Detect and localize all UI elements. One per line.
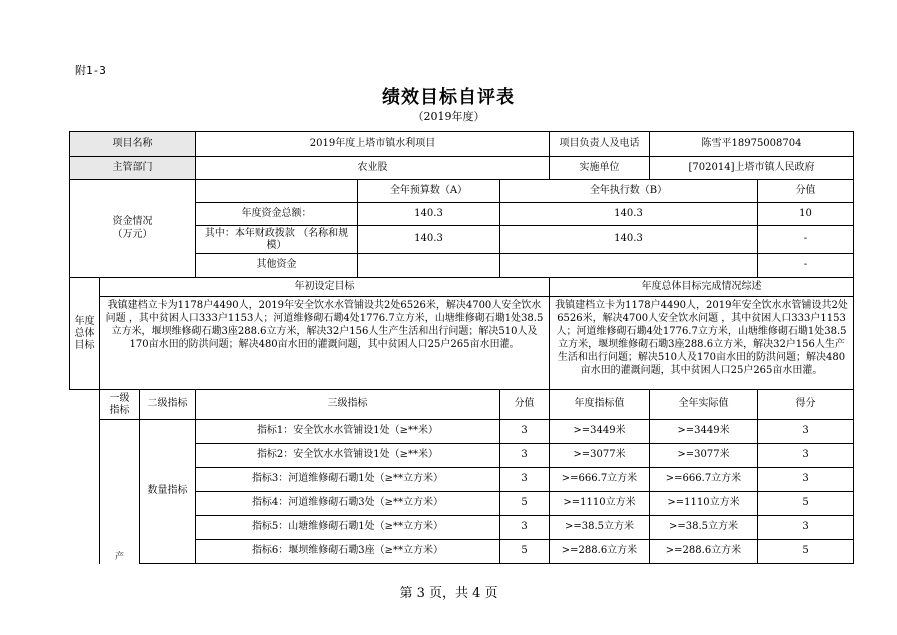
funds-row-name: 年度资金总额： xyxy=(196,203,358,226)
ind-row-score: 5 xyxy=(500,492,550,516)
funds-row-score: 10 xyxy=(758,203,854,226)
ind-col-score: 分值 xyxy=(500,390,550,420)
ind-row-target: >=288.6立方米 xyxy=(550,540,650,564)
goals-label-line1: 年度 xyxy=(74,315,95,327)
funds-row-exec: 140.3 xyxy=(500,226,758,254)
funds-row-budget: 140.3 xyxy=(358,226,500,254)
ind-row-actual: >=3077米 xyxy=(650,444,758,468)
owner-value: 陈雪平18975008704 xyxy=(650,132,854,157)
owner-label: 项目负责人及电话 xyxy=(550,132,650,157)
ind-row-score: 3 xyxy=(500,516,550,540)
funds-row-name: 其中：本年财政拨款 （名称和规模） xyxy=(196,226,358,254)
ind-col-level1-a: 一级 xyxy=(109,392,130,404)
dept-label: 主管部门 xyxy=(70,157,196,180)
funds-col-exec: 全年执行数（B） xyxy=(500,180,758,203)
ind-row-actual: >=288.6立方米 xyxy=(650,540,758,564)
ind-row-name: 指标6：堰坝维修砌石墈3座（≥**立方米） xyxy=(196,540,500,564)
ind-row-actual: >=1110立方米 xyxy=(650,492,758,516)
report-year: （2019年度） xyxy=(412,110,485,123)
funds-label-line2: （万元） xyxy=(112,228,153,240)
dept-value: 农业股 xyxy=(196,157,550,180)
funds-row-exec: 140.3 xyxy=(500,203,758,226)
impl-label: 实施单位 xyxy=(550,157,650,180)
impl-value: [702014]上塔市镇人民政府 xyxy=(650,157,854,180)
ind-level2-quantity: 数量指标 xyxy=(140,420,196,564)
ind-col-level1-b: 指标 xyxy=(109,404,130,416)
goals-initial-text: 我镇建档立卡为1178户4490人，2019年安全饮水水管铺设共2处6526米，解决4700人安全饮水问题 ，其中贫困人口333户1153人；河道维修砌石墈4处1776.7立方米，山塘维修砌石墈1处38.5立方米，堰坝维修砌石墈3座288.6立方米，解决32户156人生产生活和出行问题；解决510人及170亩水田的防洪问题；解决480亩水田的灌溉问题，其中贫困人口25户265亩水田灌。 xyxy=(100,297,550,390)
ind-row-name: 指标5：山塘维修砌石墈1处（≥**立方米） xyxy=(196,516,500,540)
ind-row-name: 指标4：河道维修砌石墈3处（≥**立方米） xyxy=(196,492,500,516)
funds-row-budget: 140.3 xyxy=(358,203,500,226)
funds-label xyxy=(70,180,196,278)
attachment-label: 附1-3 xyxy=(75,64,106,77)
ind-row-result: 3 xyxy=(758,444,854,468)
project-name-label: 项目名称 xyxy=(70,132,196,157)
ind-row-name: 指标3：河道维修砌石墈1处（≥**立方米） xyxy=(196,468,500,492)
ind-row-target: >=666.7立方米 xyxy=(550,468,650,492)
ind-row-score: 3 xyxy=(500,444,550,468)
ind-row-actual: >=3449米 xyxy=(650,420,758,444)
ind-row-target: >=38.5立方米 xyxy=(550,516,650,540)
ind-row-target: >=1110立方米 xyxy=(550,492,650,516)
ind-row-target: >=3449米 xyxy=(550,420,650,444)
funds-row-exec xyxy=(500,254,758,278)
page-title: 绩效目标自评表 xyxy=(382,87,515,108)
goals-summary-header: 年度总体目标完成情况综述 xyxy=(550,278,854,297)
ind-row-name: 指标2：安全饮水水管铺设1处（≥**米） xyxy=(196,444,500,468)
page-number: 第 3 页，共 4 页 xyxy=(399,586,498,601)
ind-level1-partial: 产 xyxy=(114,552,124,562)
funds-label-line1: 资金情况 xyxy=(112,216,153,227)
ind-col-level1 xyxy=(100,390,140,420)
funds-col-budget: 全年预算数（A） xyxy=(358,180,500,203)
ind-col-result: 得分 xyxy=(758,390,854,420)
ind-col-actual: 全年实际值 xyxy=(650,390,758,420)
funds-row-name: 其他资金 xyxy=(196,254,358,278)
goals-label-line3: 目标 xyxy=(74,339,95,351)
funds-col-score: 分值 xyxy=(758,180,854,203)
ind-col-level2: 二级指标 xyxy=(140,390,196,420)
ind-row-target: >=3077米 xyxy=(550,444,650,468)
goals-label-line2: 总体 xyxy=(74,327,95,339)
ind-row-actual: >=38.5立方米 xyxy=(650,516,758,540)
ind-row-actual: >=666.7立方米 xyxy=(650,468,758,492)
funds-row-budget xyxy=(358,254,500,278)
ind-level1-output xyxy=(100,420,140,564)
goals-initial-header: 年初设定目标 xyxy=(100,278,550,297)
ind-row-result: 3 xyxy=(758,468,854,492)
project-name-value: 2019年度上塔市镇水利项目 xyxy=(196,132,550,157)
ind-row-score: 3 xyxy=(500,468,550,492)
goals-label xyxy=(70,278,100,390)
funds-row-score: - xyxy=(758,254,854,278)
ind-row-name: 指标1：安全饮水水管铺设1处（≥**米） xyxy=(196,420,500,444)
ind-row-result: 3 xyxy=(758,516,854,540)
ind-col-target: 年度指标值 xyxy=(550,390,650,420)
ind-row-result: 5 xyxy=(758,540,854,564)
ind-row-result: 3 xyxy=(758,420,854,444)
ind-row-score: 5 xyxy=(500,540,550,564)
ind-row-score: 3 xyxy=(500,420,550,444)
ind-col-level3: 三级指标 xyxy=(196,390,500,420)
goals-summary-text: 我镇建档立卡为1178户4490人，2019年安全饮水水管铺设共2处6526米，解决4700人安全饮水问题 ，其中贫困人口333户1153人；河道维修砌石墈4处1776.7立方米，山塘维修砌石墈1处38.5立方米，堰坝维修砌石墈3座288.6立方米，解决32户156人生产生活和出行问题；解决510人及170亩水田的防洪问题；解决480亩水田的灌溉问题，其中贫困人口25户265亩水田灌。 xyxy=(550,297,854,390)
evaluation-table xyxy=(69,131,854,564)
funds-row-score: - xyxy=(758,226,854,254)
ind-row-result: 5 xyxy=(758,492,854,516)
